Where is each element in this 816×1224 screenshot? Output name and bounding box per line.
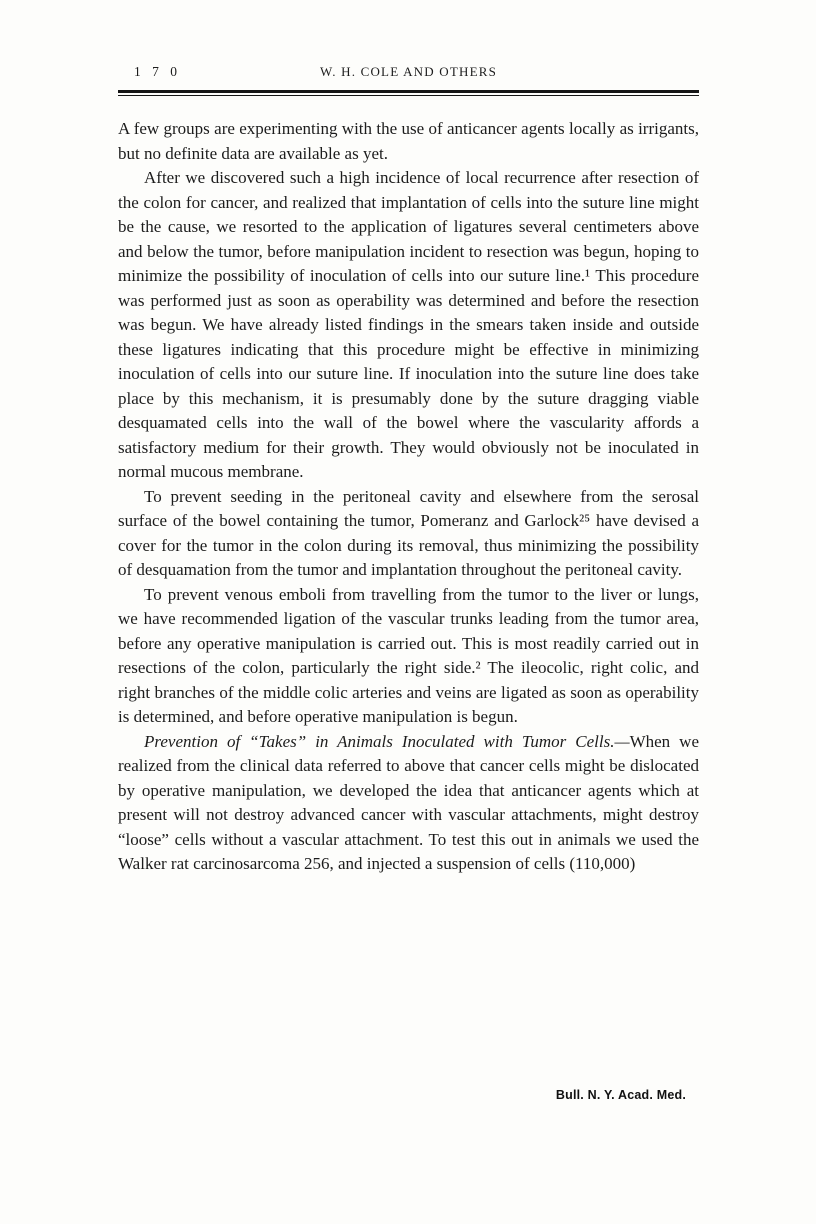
- paragraph: To prevent seeding in the peritoneal cavity and elsewhere from the serosal surface of the bowel containing the tumor, Pomeranz and Garlock²⁵ have devised a cover for the tumor in the colon during its removal, thus minimizing the possibility of desquamation from the tumor and implantation throughout the peritoneal cavity.: [118, 486, 699, 579]
- paragraph: After we discovered such a high incidence of local recurrence after resection of the colon for cancer, and realized that implantation of cells into the suture line might be the cause, we resorted to the application of ligatures several centimeters above and below the tumor, before manipulation incident to resection was begun, hoping to minimize the possibility of inoculation of cells into our suture line.¹ This procedure was performed just as soon as operability was determined and before the resection was begun. We have already listed findings in the smears taken inside and outside these ligatures indicating that this procedure might be effective in minimizing inoculation of cells into our suture line. If inoculation into the suture line does take place by this mechanism, it is presumably done by the suture dragging viable desquamated cells into the wall of the bowel where the vascularity affords a satisfactory medium for their growth. They would obviously not be inoculated in normal mucous membrane.: [118, 168, 699, 481]
- paragraph: To prevent venous emboli from travelling from the tumor to the liver or lungs, we have recommended ligation of the vascular trunks leading from the tumor area, before any operative manipulation is carried out. This is most readily carried out in resections of the colon, particularly the right side.² The ileocolic, right colic, and right branches of the middle colic arteries and veins are ligated as soon as operability is determined, and before operative manipulation is begun.: [118, 584, 699, 726]
- running-head: W. H. COLE AND OTHERS: [319, 64, 498, 79]
- page-number: 1 7 0: [134, 64, 181, 79]
- paragraph: A few groups are experimenting with the use of anticancer agents locally as irrigants, but no definite data are available as yet.: [118, 119, 699, 163]
- page-header: [118, 62, 699, 82]
- section-paragraph: [118, 730, 699, 877]
- section-paragraph-text: When we realized from the clinical data referred to above that cancer cells might be dislocated by operative manipulation, we developed the idea that anticancer agents which at present will not destroy advanced cancer with vascular attachments, might destroy “loose” cells without a vascular attachment. To test this out in animals we used the Walker rat carcinosarcoma 256, and injected a suspension of cells (110,000): [118, 731, 699, 873]
- header-double-rule: [118, 90, 699, 96]
- footer-journal-citation: Bull. N. Y. Acad. Med.: [555, 1088, 686, 1102]
- section-heading-lead: Prevention of “Takes” in Animals Inoculated with Tumor Cells.—: [144, 731, 630, 751]
- article-body: [118, 117, 699, 877]
- content-column: [118, 62, 699, 877]
